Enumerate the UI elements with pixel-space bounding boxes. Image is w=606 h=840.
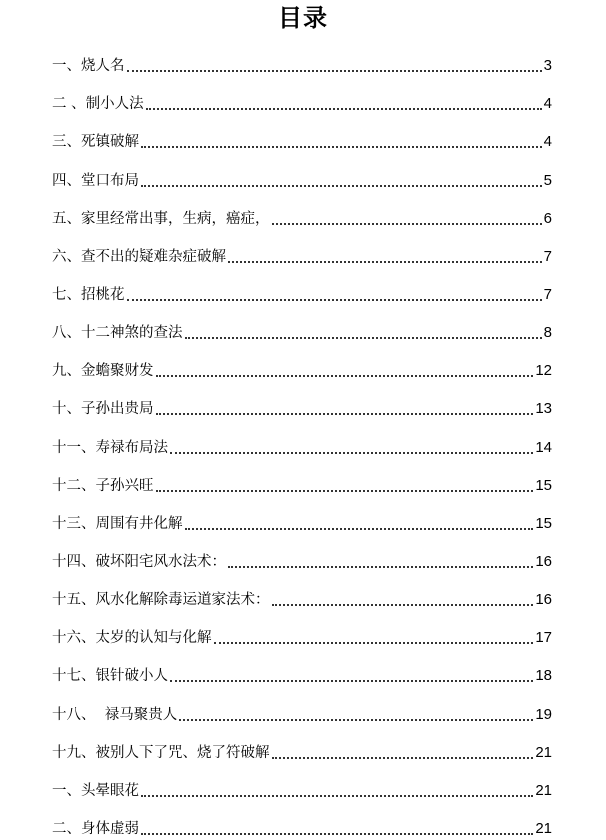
- toc-dot-leader: [214, 642, 534, 644]
- toc-entry-label: 十一、寿禄布局法: [52, 439, 168, 456]
- toc-page-number: 8: [543, 324, 552, 342]
- toc-dot-leader: [272, 604, 534, 606]
- toc-dot-leader: [127, 70, 542, 72]
- toc-entry-label: 一、头晕眼花: [52, 782, 139, 799]
- toc-dot-leader: [156, 375, 534, 377]
- toc-entry-label: 十四、破坏阳宅风水法术：: [52, 553, 226, 570]
- toc-entry[interactable]: [52, 802, 552, 840]
- toc-page-number: 7: [543, 247, 552, 265]
- toc-page-number: 21: [535, 743, 552, 761]
- toc-page-number: 21: [535, 781, 552, 799]
- toc-entry[interactable]: [52, 687, 552, 725]
- toc-entry[interactable]: [52, 115, 552, 153]
- toc-entry-label: 四、堂口布局: [52, 172, 139, 189]
- toc-page-number: 16: [535, 591, 552, 609]
- toc-entry-label: 六、查不出的疑难杂症破解: [52, 248, 226, 265]
- toc-entry-label: 一、烧人名: [52, 58, 125, 75]
- toc-entry[interactable]: [52, 77, 552, 115]
- toc-entry[interactable]: [52, 459, 552, 497]
- toc-entry-label: 十六、太岁的认知与化解: [52, 630, 212, 647]
- toc-page-number: 15: [535, 476, 552, 494]
- toc-page-number: 19: [535, 705, 552, 723]
- toc-entry[interactable]: [52, 230, 552, 268]
- toc-entry[interactable]: [52, 306, 552, 344]
- toc-entry[interactable]: [52, 344, 552, 382]
- toc-entry[interactable]: [52, 726, 552, 764]
- toc-dot-leader: [272, 223, 542, 225]
- toc-entry-label: 五、家里经常出事，生病，癌症，: [52, 210, 270, 227]
- toc-entry[interactable]: [52, 382, 552, 420]
- toc-entry[interactable]: [52, 649, 552, 687]
- toc-entry-label: 十八、 禄马聚贵人: [52, 706, 178, 723]
- toc-page-number: 6: [543, 209, 552, 227]
- toc-page-number: 12: [535, 362, 552, 380]
- toc-page-number: 16: [535, 552, 552, 570]
- toc-entry[interactable]: [52, 611, 552, 649]
- toc-page-number: 14: [535, 438, 552, 456]
- toc-entry-label: 十三、周围有井化解: [52, 515, 183, 532]
- toc-page-number: 4: [543, 95, 552, 113]
- table-of-contents: [52, 39, 552, 840]
- toc-entry-label: 八、十二神煞的查法: [52, 325, 183, 342]
- toc-entry-label: 七、招桃花: [52, 286, 125, 303]
- toc-page-number: 18: [535, 667, 552, 685]
- toc-entry-label: 十五、风水化解除毒运道家法术：: [52, 592, 270, 609]
- toc-entry-label: 十九、被别人下了咒、烧了符破解: [52, 744, 270, 761]
- toc-dot-leader: [146, 108, 542, 110]
- toc-dot-leader: [127, 299, 542, 301]
- toc-page-number: 13: [535, 400, 552, 418]
- toc-page-number: 17: [535, 629, 552, 647]
- toc-dot-leader: [156, 490, 534, 492]
- toc-entry-label: 二 、制小人法: [52, 96, 144, 113]
- toc-entry[interactable]: [52, 535, 552, 573]
- toc-dot-leader: [185, 337, 542, 339]
- toc-dot-leader: [228, 261, 542, 263]
- toc-entry[interactable]: [52, 420, 552, 458]
- toc-page-number: 3: [543, 57, 552, 75]
- toc-dot-leader: [272, 757, 534, 759]
- toc-entry-label: 十、子孙出贵局: [52, 401, 154, 418]
- toc-dot-leader: [170, 452, 533, 454]
- toc-entry-label: 九、金蟾聚财发: [52, 363, 154, 380]
- toc-entry[interactable]: [52, 153, 552, 191]
- toc-entry[interactable]: [52, 573, 552, 611]
- toc-entry-label: 二、身体虚弱: [52, 820, 139, 837]
- toc-dot-leader: [141, 833, 533, 835]
- toc-page-number: 21: [535, 819, 552, 837]
- toc-dot-leader: [179, 719, 533, 721]
- toc-dot-leader: [141, 185, 542, 187]
- toc-dot-leader: [141, 795, 533, 797]
- toc-dot-leader: [141, 146, 542, 148]
- toc-dot-leader: [156, 413, 534, 415]
- toc-entry[interactable]: [52, 39, 552, 77]
- toc-entry-label: 十七、银针破小人: [52, 668, 168, 685]
- toc-dot-leader: [170, 680, 533, 682]
- toc-entry-label: 三、死镇破解: [52, 134, 139, 151]
- toc-dot-leader: [185, 528, 534, 530]
- page-title: 目录: [278, 4, 328, 32]
- toc-entry-label: 十二、子孙兴旺: [52, 477, 154, 494]
- toc-entry[interactable]: [52, 268, 552, 306]
- toc-entry[interactable]: [52, 764, 552, 802]
- toc-page-number: 7: [543, 285, 552, 303]
- toc-page-number: 15: [535, 514, 552, 532]
- toc-entry[interactable]: [52, 497, 552, 535]
- toc-page-number: 5: [543, 171, 552, 189]
- toc-dot-leader: [228, 566, 533, 568]
- toc-entry[interactable]: [52, 192, 552, 230]
- toc-page-number: 4: [543, 133, 552, 151]
